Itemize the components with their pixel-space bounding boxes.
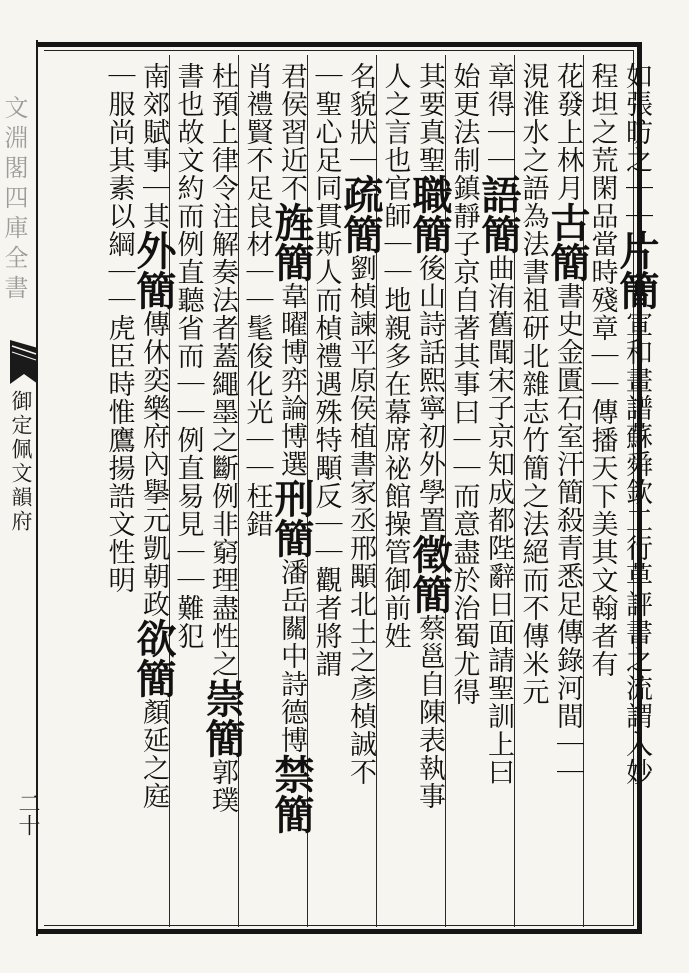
fishtail-mark-icon: [10, 340, 38, 384]
text-column: 肖禮賢不足良材｜｜髦俊化光｜｜枉錯: [241, 62, 273, 538]
text-column: 書也故文約而例直聽省而｜｜例直易見｜｜難犯: [172, 62, 204, 650]
headword: 古簡: [544, 202, 591, 282]
text-column: 南郊賦事｜其外簡傳休奕樂府內擧元凱朝政欲簡顏延之庭: [130, 62, 177, 810]
headword: 欲簡: [130, 618, 177, 698]
text-column: 程坦之荒閑品當時殘章｜｜傳播天下美其文翰者有: [586, 62, 618, 678]
text-column: 君侯習近不旌簡韋曜博弈論博選刑簡潘岳關中詩德博禁簡: [268, 62, 315, 834]
text-column: ｜聖心足同貫斯人而楨禮遇殊特顒反｜｜觀者將謂: [310, 62, 342, 678]
headword: 徵簡: [406, 534, 453, 614]
headword: 片簡: [613, 230, 660, 310]
text-column: ｜服尚其素以綱｜｜虎臣時惟鷹揚誥文性明: [103, 62, 135, 594]
headword: 外簡: [130, 230, 177, 310]
page-number: 二十: [15, 792, 40, 836]
text-column: 涀淮水之語為法書祖研北雜志竹簡之法絕而不傳米元: [517, 62, 549, 706]
book-title: 御定佩文韻府: [9, 390, 33, 534]
text-column: 章得｜｜語簡曲洧舊聞宋子京知成都陛辭日面請聖訓上曰: [475, 62, 522, 786]
headword: 禁簡: [268, 754, 315, 834]
text-column: 始更法制鎮靜子京自著其事曰｜｜而意盡於治蜀尤得: [448, 62, 480, 706]
headword: 崇簡: [199, 678, 246, 758]
margin-title: 文淵閣四庫全書: [0, 95, 28, 305]
headword: 疏簡: [337, 174, 384, 254]
text-column: 人之言也官師｜｜地親多在幕席祕館操管御前姓: [379, 62, 411, 650]
text-column: 其要真聖職簡後山詩話熙寧初外學置徵簡蔡邕自陳表執事: [406, 62, 453, 810]
text-column: 名貌狀｜疏簡劉楨諫平原侯植書家丞邢顒北土之彥楨誠不: [337, 62, 384, 786]
headword: 語簡: [475, 174, 522, 254]
headword: 旌簡: [268, 202, 315, 282]
text-column: 杜預上律令注解奏法者蓋繩墨之斷例非窮理盡性之崇簡郭璞: [199, 62, 246, 814]
headword: 刑簡: [268, 478, 315, 558]
text-column: 如張昉之｜｜片簡宣和畫譜蘇舜欽工行草評書之流謂入妙: [613, 62, 660, 786]
headword: 職簡: [406, 174, 453, 254]
margin-strip: [0, 40, 38, 936]
text-column: 花發上林月古簡書史金匱石室汗簡殺青悉足傳錄河間｜｜: [544, 62, 591, 786]
